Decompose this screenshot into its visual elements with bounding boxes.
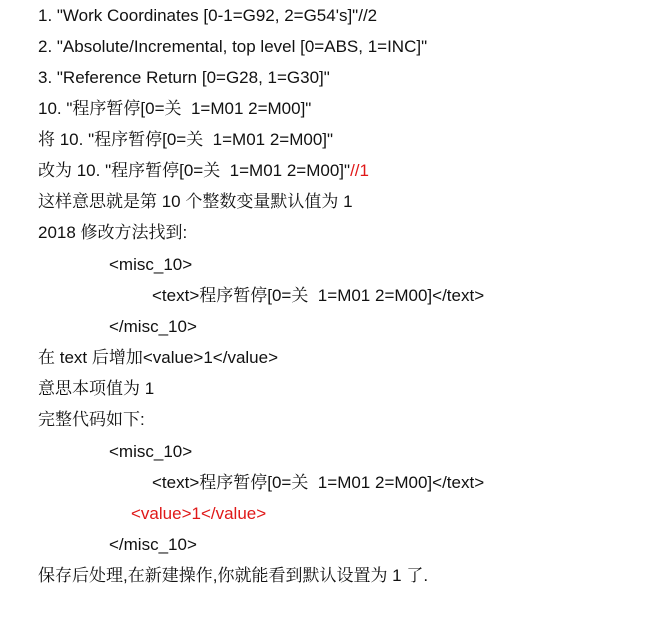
text-line-4: 10. "程序暂停[0=关 1=M01 2=M00]" <box>38 99 312 118</box>
text-line-12: 在 text 后增加<value>1</value> <box>38 348 279 367</box>
text-line-13: 意思本项值为 1 <box>38 379 155 398</box>
code-line-misc-open-2: <misc_10> <box>109 442 193 461</box>
code-line-value-highlight: <value>1</value> <box>131 504 267 523</box>
code-line-misc-open: <misc_10> <box>109 255 193 274</box>
text-line-7: 这样意思就是第 10 个整数变量默认值为 1 <box>38 192 353 211</box>
text-line-5: 将 10. "程序暂停[0=关 1=M01 2=M00]" <box>38 130 334 149</box>
text-line-2: 2. "Absolute/Incremental, top level [0=ABS, 1=INC]" <box>38 37 428 56</box>
code-line-misc-close: </misc_10> <box>109 317 197 336</box>
text-line-8: 2018 修改方法找到: <box>38 223 188 242</box>
text-line-6 <box>38 156 369 186</box>
text-line-1: 1. "Work Coordinates [0-1=G92, 2=G54's]"//2 <box>38 6 378 25</box>
text-line-6-highlight: //1 <box>350 161 369 180</box>
code-line-text: <text>程序暂停[0=关 1=M01 2=M00]</text> <box>152 286 485 305</box>
text-line-14: 完整代码如下: <box>38 410 145 429</box>
text-line-19: 保存后处理,在新建操作,你就能看到默认设置为 1 了. <box>38 566 429 585</box>
text-line-3: 3. "Reference Return [0=G28, 1=G30]" <box>38 68 330 87</box>
code-line-text-2: <text>程序暂停[0=关 1=M01 2=M00]</text> <box>152 473 485 492</box>
text-line-6-main: 改为 10. "程序暂停[0=关 1=M01 2=M00]" <box>38 161 351 180</box>
code-line-misc-close-2: </misc_10> <box>109 535 197 554</box>
